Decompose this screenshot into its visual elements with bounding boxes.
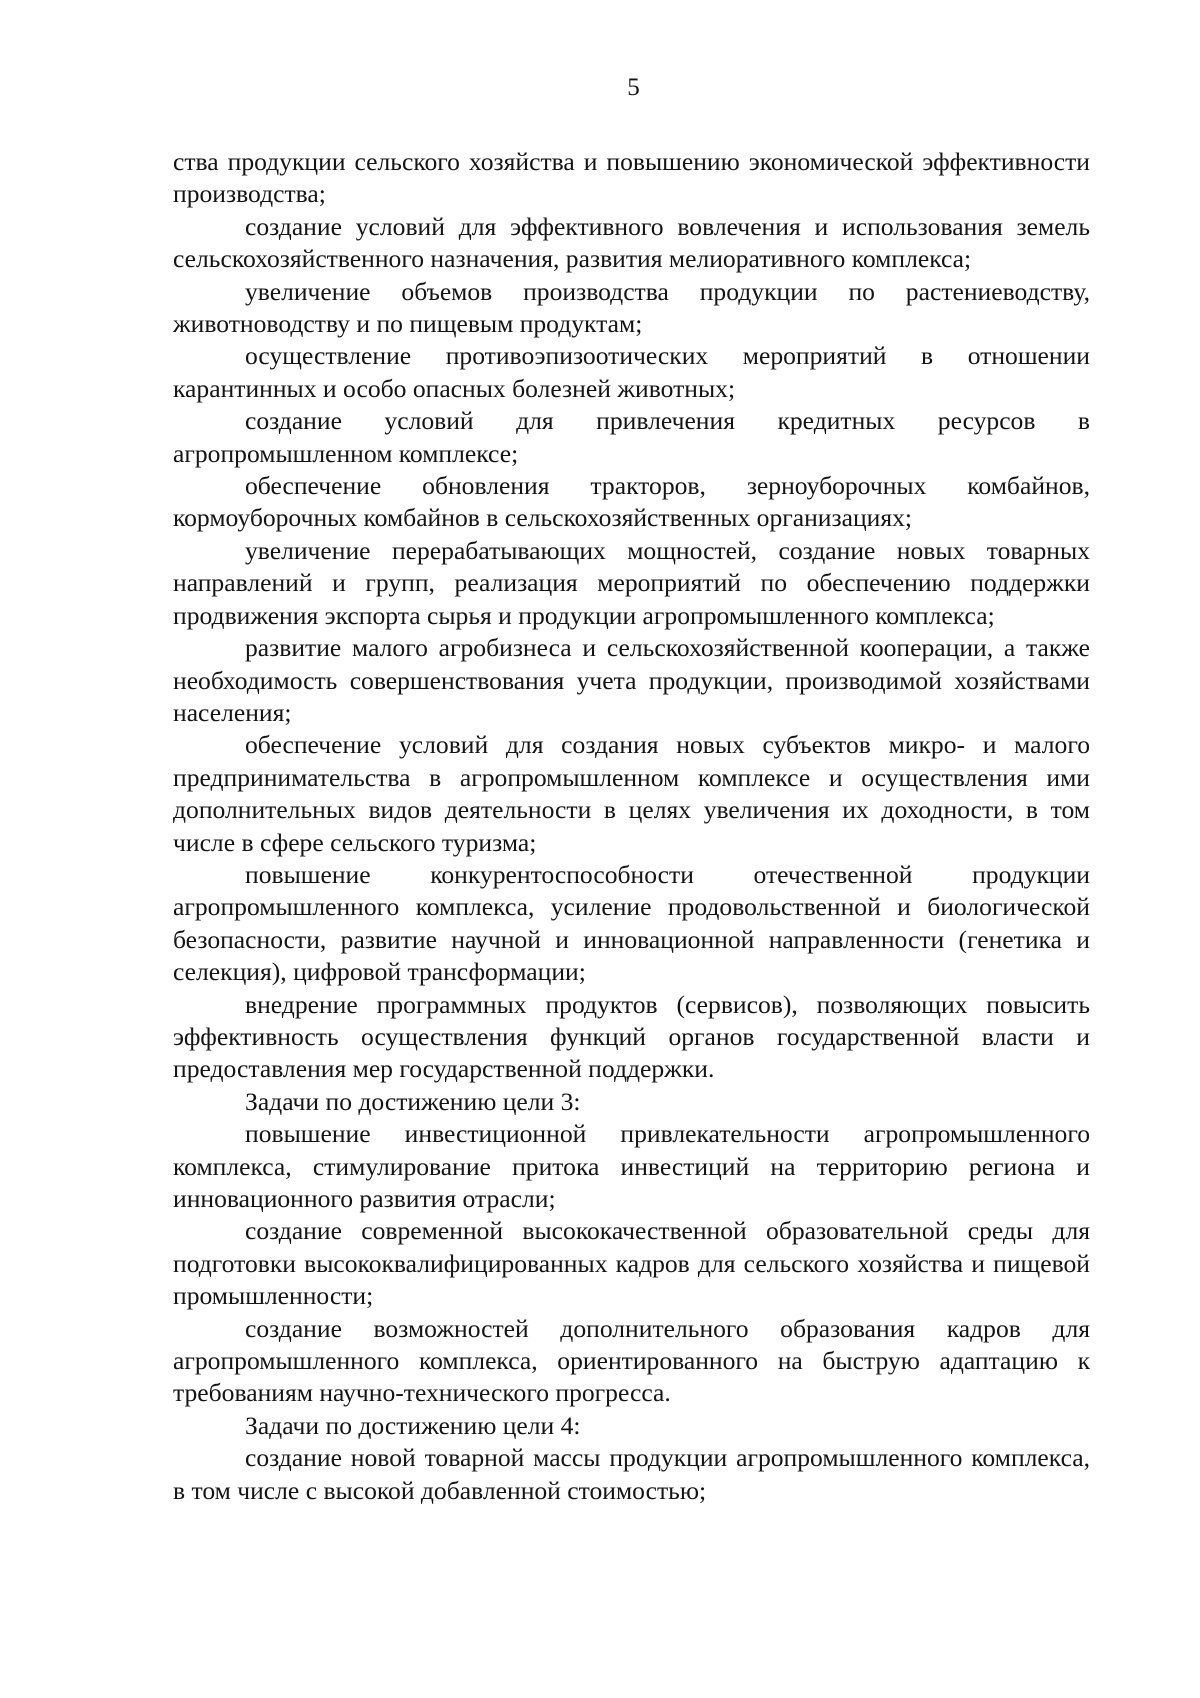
paragraph: создание условий для эффективного вовлечения и использования земель сельскохозяйственного назначения, развития мелиоративного комплекса; xyxy=(173,211,1090,274)
paragraph: создание условий для привлечения кредитных ресурсов в агропромышленном комплексе; xyxy=(173,406,1090,468)
paragraph-continuation: ства продукции сельского хозяйства и повышению экономической эффективности производства; xyxy=(173,147,1090,209)
paragraph: создание новой товарной массы продукции агропромышленного комплекса, в том числе с высокой добавленной стоимостью; xyxy=(173,1443,1090,1505)
paragraph: повышение инвестиционной привлекательности агропромышленного комплекса, стимулирование притока инвестиций на территорию региона и инновационного развития отрасли; xyxy=(173,1119,1090,1213)
paragraph: увеличение перерабатывающих мощностей, создание новых товарных направлений и групп, реализация мероприятий по обеспечению поддержки продвижения экспорта сырья и продукции агропромышленного комплекса; xyxy=(173,535,1090,630)
paragraph: создание возможностей дополнительного образования кадров для агропромышленного комплекса, ориентированного на быструю адаптацию к требованиям научно-технического прогресса. xyxy=(173,1313,1090,1408)
page-number: 5 xyxy=(627,74,640,101)
paragraph: обеспечение условий для создания новых субъектов микро- и малого предпринимательства в агропромышленном комплексе и осуществления ими дополнительных видов деятельности в целях увеличения их доходности, в том числе в сфере сельского туризма; xyxy=(173,730,1090,857)
paragraph: осуществление противоэпизоотических мероприятий в отношении карантинных и особо опасных болезней животных; xyxy=(173,341,1090,403)
paragraph: обеспечение обновления тракторов, зерноуборочных комбайнов, кормоуборочных комбайнов в сельскохозяйственных организациях; xyxy=(173,471,1090,533)
paragraph: внедрение программных продуктов (сервисов), позволяющих повысить эффективность осуществления функций органов государственной власти и предоставления мер государственной поддержки. xyxy=(173,989,1090,1084)
paragraph: повышение конкурентоспособности отечественной продукции агропромышленного комплекса, усиление продовольственной и биологической безопасности, развитие научной и инновационной направленности (генетика и селекция), цифровой трансформации; xyxy=(173,859,1090,987)
paragraph: увеличение объемов производства продукции по растениеводству, животноводству и по пищевым продуктам; xyxy=(173,276,1090,339)
paragraph: развитие малого агробизнеса и сельскохозяйственной кооперации, а также необходимость совершенствования учета продукции, производимой хозяйствами населения; xyxy=(173,633,1090,727)
document-body xyxy=(173,146,1090,1507)
paragraph: создание современной высококачественной образовательной среды для подготовки высококвалифицированных кадров для сельского хозяйства и пищевой промышленности; xyxy=(173,1216,1090,1311)
section-heading-goal-3: Задачи по достижению цели 3: xyxy=(245,1086,581,1116)
section-heading-goal-4: Задачи по достижению цели 4: xyxy=(245,1410,581,1440)
